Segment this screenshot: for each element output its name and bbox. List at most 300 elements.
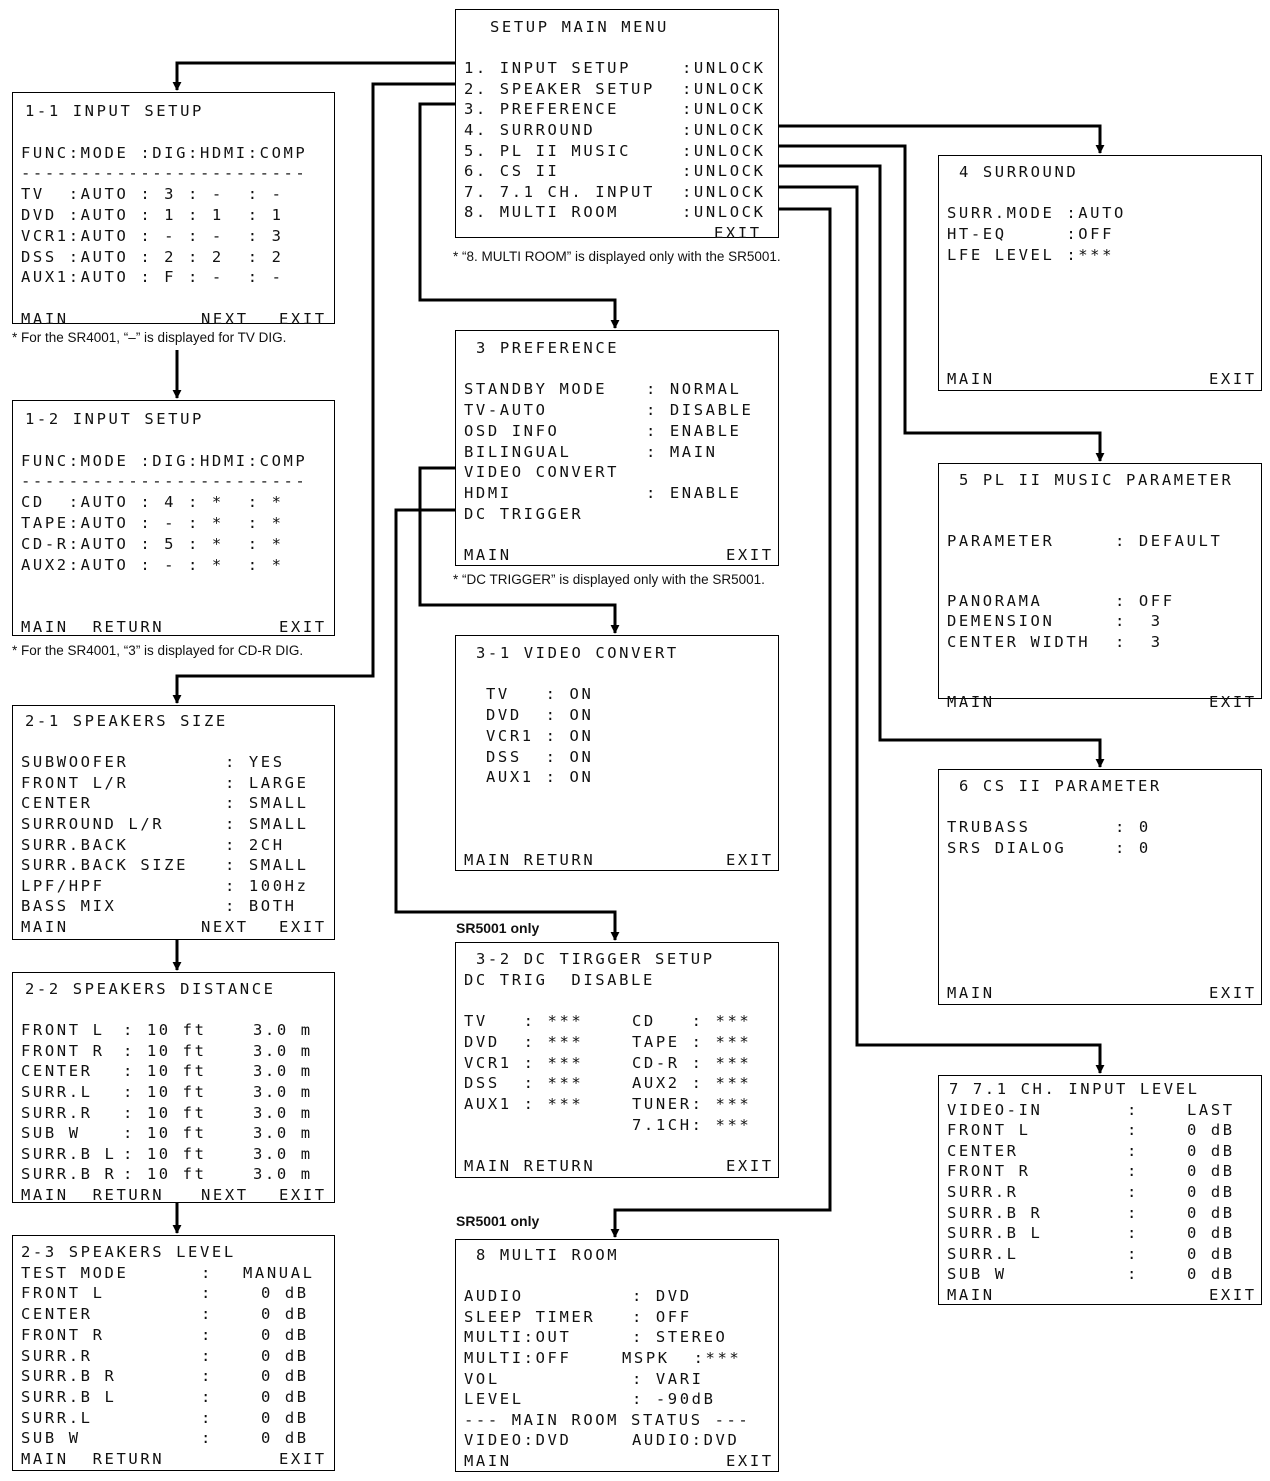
- menu-line-text: 3.0 m: [253, 1041, 313, 1060]
- menu-line-text: : 10 ft: [123, 1144, 207, 1163]
- 71-ch-input-level-screen: [938, 1075, 1262, 1305]
- menu-line-text: 3 PREFERENCE: [476, 339, 620, 357]
- menu-line: [939, 286, 1261, 306]
- menu-line-text: MAIN: [947, 984, 995, 1002]
- menu-line-text: CENTER WIDTH: [947, 632, 1091, 651]
- menu-line-text: :: [1127, 1203, 1139, 1222]
- menu-line: [456, 664, 778, 684]
- menu-line-text: BASS MIX: [21, 897, 117, 916]
- menu-line-text: OSD INFO: [464, 421, 560, 440]
- menu-line-text: SUB W: [947, 1265, 1007, 1284]
- menu-line: [939, 224, 1261, 244]
- menu-line-text: TV : ***: [464, 1012, 584, 1031]
- menu-line-text: LAST: [1187, 1100, 1235, 1119]
- menu-line-text: SURR.L: [21, 1408, 93, 1427]
- menu-line-text: : DEFAULT: [1115, 531, 1223, 550]
- menu-line-text: ------------------------: [21, 472, 308, 491]
- menu-line: [13, 122, 334, 142]
- menu-line: [939, 1182, 1261, 1202]
- menu-line-text: : OFF: [1115, 592, 1175, 611]
- menu-line: [939, 307, 1261, 327]
- menu-line: [456, 359, 778, 379]
- menu-line-text: 3.0 m: [253, 1144, 313, 1163]
- note-multi-room: * “8. MULTI ROOM” is displayed only with the SR5001.: [453, 249, 781, 264]
- menu-line-text: 0 dB: [1187, 1224, 1235, 1243]
- menu-line: [456, 1307, 778, 1327]
- menu-line: [456, 400, 778, 420]
- menu-line: [456, 747, 778, 767]
- menu-line: [939, 692, 1261, 712]
- menu-line: [13, 732, 334, 752]
- menu-line-text: DEMENSION: [947, 612, 1055, 631]
- menu-line-text: MAIN: [464, 546, 512, 564]
- menu-line-text: EXIT: [1209, 693, 1257, 712]
- menu-line-text: EXIT: [726, 1157, 774, 1175]
- menu-line: [939, 1079, 1261, 1099]
- menu-line-text: SURR.R: [21, 1346, 93, 1365]
- menu-line-text: DSS : ***: [464, 1074, 584, 1093]
- menu-line-text: : SMALL: [225, 856, 309, 875]
- menu-line-text: TRUBASS: [947, 818, 1031, 837]
- menu-line: [456, 705, 778, 725]
- menu-line-text: FUNC:MODE :DIG:HDMI:COMP: [21, 143, 308, 162]
- menu-line: [939, 183, 1261, 203]
- menu-line: [13, 1304, 334, 1324]
- menu-line-text: EXIT: [726, 1452, 774, 1470]
- menu-line-text: MAIN RETURN: [21, 618, 165, 636]
- menu-line: [939, 632, 1261, 652]
- menu-line: [13, 917, 334, 937]
- menu-line-text: :UNLOCK: [682, 203, 766, 222]
- menu-line-text: FRONT R: [21, 1325, 105, 1344]
- speakers-level-screen: [12, 1235, 335, 1471]
- menu-line: [13, 1041, 334, 1061]
- menu-line-text: DC TRIGGER: [464, 504, 584, 523]
- menu-line-text: 0 dB: [261, 1408, 309, 1427]
- menu-line: [456, 504, 778, 524]
- menu-line-text: 5. PL II MUSIC: [464, 141, 632, 160]
- menu-line-text: : 10 ft: [123, 1083, 207, 1101]
- menu-line-text: :: [1127, 1100, 1139, 1119]
- menu-line: [13, 1449, 334, 1469]
- menu-line-text: CENTER: [21, 794, 93, 813]
- menu-line-text: AUX1 : ON: [486, 768, 594, 787]
- menu-line-text: 2-1 SPEAKERS SIZE: [25, 712, 228, 730]
- menu-line-text: BILINGUAL: [464, 442, 572, 461]
- multi-room-screen: [455, 1239, 779, 1472]
- menu-line: [456, 99, 778, 119]
- menu-line: [939, 962, 1261, 982]
- menu-line-text: :: [201, 1305, 213, 1324]
- menu-line-text: 0 dB: [261, 1387, 309, 1406]
- menu-line-text: :: [201, 1367, 213, 1386]
- menu-line-text: AUDIO: [464, 1287, 524, 1306]
- menu-line-text: : 10 ft: [123, 1103, 207, 1122]
- menu-line-text: 3.0 m: [253, 1165, 313, 1184]
- menu-line-text: 2-3 SPEAKERS LEVEL: [21, 1243, 236, 1261]
- menu-line-text: SLEEP TIMER: [464, 1307, 596, 1326]
- menu-line: [13, 534, 334, 554]
- menu-line-text: MAIN: [21, 310, 69, 328]
- menu-line: [456, 1032, 778, 1052]
- menu-line: [13, 555, 334, 575]
- menu-line-text: :: [1127, 1162, 1139, 1181]
- menu-line-text: : 10 ft: [123, 1124, 207, 1143]
- menu-line-text: : 10 ft: [123, 1165, 207, 1184]
- menu-line: [456, 79, 778, 99]
- menu-line: [13, 1020, 334, 1040]
- menu-line-text: 7. 7.1 CH. INPUT: [464, 182, 655, 201]
- menu-line-text: FUNC:MODE :DIG:HDMI:COMP: [21, 451, 308, 470]
- menu-line-text: LEVEL: [464, 1390, 524, 1409]
- menu-line-text: : 3: [1115, 632, 1163, 651]
- menu-line: [939, 470, 1261, 490]
- menu-line-text: PANORAMA: [947, 592, 1043, 611]
- cs2-parameter-screen: [938, 769, 1262, 1005]
- menu-line-text: TV-AUTO: [464, 401, 548, 420]
- menu-line-text: EXIT: [1209, 370, 1257, 388]
- menu-line-text: 8 MULTI ROOM: [476, 1246, 620, 1264]
- menu-line: [939, 571, 1261, 591]
- menu-line: [13, 1103, 334, 1123]
- menu-line: [13, 163, 334, 183]
- menu-line-text: FRONT L: [21, 1284, 105, 1303]
- menu-line: [13, 596, 334, 616]
- menu-line-text: VCR1:AUTO : - : - : 3: [21, 226, 284, 245]
- menu-line-text: MULTI:OUT: [464, 1328, 572, 1347]
- menu-line-text: FRONT L: [21, 1021, 105, 1040]
- menu-line: [13, 226, 334, 246]
- menu-line: [13, 752, 334, 772]
- menu-line-text: 6. CS II: [464, 162, 560, 181]
- menu-line-text: EXIT: [1209, 1286, 1257, 1304]
- menu-line: [13, 1164, 334, 1184]
- menu-line-text: DVD :AUTO : 1 : 1 : 1: [21, 206, 284, 224]
- menu-line-text: 6 CS II PARAMETER: [959, 777, 1162, 795]
- menu-line-text: AUX2:AUTO : - : * : *: [21, 555, 284, 574]
- menu-line-text: 3.0 m: [253, 1124, 313, 1143]
- menu-line: [13, 773, 334, 793]
- menu-line-text: DVD : ON: [486, 706, 594, 725]
- menu-line-text: : MAIN: [646, 442, 718, 461]
- menu-line: [13, 814, 334, 834]
- menu-line: [456, 338, 778, 358]
- menu-line-text: : 0: [1115, 818, 1151, 837]
- menu-line: [13, 1082, 334, 1102]
- menu-line-text: MAIN RETURN: [21, 1186, 165, 1204]
- menu-line: [456, 202, 778, 222]
- menu-line-text: : 10 ft: [123, 1062, 207, 1081]
- menu-line: [456, 850, 778, 870]
- menu-line: [456, 1430, 778, 1450]
- menu-line: [939, 672, 1261, 692]
- menu-line: [13, 855, 334, 875]
- menu-line: [13, 143, 334, 163]
- menu-line-text: MSPK :***: [622, 1349, 742, 1367]
- menu-line: [456, 223, 778, 243]
- menu-line-text: EXIT: [726, 546, 774, 564]
- menu-line-text: MAIN: [21, 918, 69, 936]
- menu-line: [456, 17, 778, 37]
- menu-line: [456, 1410, 778, 1430]
- arrow-main-to-surround: [778, 126, 1100, 153]
- menu-line-text: CENTER: [21, 1305, 93, 1324]
- menu-line-text: HDMI: [464, 483, 512, 502]
- menu-line-text: FRONT R: [21, 1041, 105, 1060]
- menu-line: [939, 245, 1261, 265]
- menu-line-text: :UNLOCK: [682, 141, 766, 160]
- menu-line: [939, 591, 1261, 611]
- menu-line-text: :: [201, 1387, 213, 1406]
- menu-line: [456, 809, 778, 829]
- menu-line: [13, 1283, 334, 1303]
- menu-line-text: :: [201, 1263, 213, 1282]
- menu-line: [456, 1451, 778, 1471]
- menu-line-text: 0 dB: [261, 1367, 309, 1386]
- menu-line-text: MULTI:OFF: [464, 1349, 572, 1367]
- menu-line-text: : 0: [1115, 839, 1151, 858]
- menu-line-text: SURROUND L/R: [21, 815, 165, 833]
- menu-line: [13, 451, 334, 471]
- menu-line: [939, 348, 1261, 368]
- menu-line: [456, 58, 778, 78]
- menu-line-text: 1-1 INPUT SETUP: [25, 102, 204, 120]
- menu-line-text: NEXT: [201, 1186, 249, 1204]
- menu-line-text: VIDEO CONVERT: [464, 463, 620, 482]
- menu-line-text: EXIT: [714, 224, 762, 242]
- menu-line-text: EXIT: [726, 851, 774, 869]
- menu-line-text: 3.0 m: [253, 1062, 313, 1081]
- menu-line-text: 0 dB: [261, 1429, 309, 1448]
- menu-line: [13, 979, 334, 999]
- menu-line: [939, 776, 1261, 796]
- menu-line: [456, 545, 778, 565]
- menu-line: [13, 876, 334, 896]
- menu-line-text: AUX1 : ***: [464, 1094, 584, 1113]
- menu-line: [456, 38, 778, 58]
- menu-line: [13, 309, 334, 329]
- menu-line-text: 0 dB: [261, 1325, 309, 1344]
- menu-line: [13, 1144, 334, 1164]
- menu-line: [456, 684, 778, 704]
- menu-line-text: STANDBY MODE: [464, 380, 608, 399]
- menu-line: [939, 900, 1261, 920]
- menu-line: [13, 267, 334, 287]
- menu-line: [456, 1369, 778, 1389]
- menu-line-text: 5 PL II MUSIC PARAMETER: [959, 471, 1234, 489]
- menu-line: [939, 510, 1261, 530]
- note-dc-trigger: * “DC TRIGGER” is displayed only with the SR5001.: [453, 572, 765, 587]
- menu-line-text: MAIN RETURN: [464, 851, 596, 869]
- menu-line-text: :: [201, 1429, 213, 1448]
- menu-line-text: 8. MULTI ROOM: [464, 203, 620, 222]
- menu-line-text: : NORMAL: [646, 380, 742, 399]
- menu-line-text: :: [1127, 1244, 1139, 1263]
- menu-line: [939, 838, 1261, 858]
- preference-screen: [455, 330, 779, 566]
- menu-line: [13, 1061, 334, 1081]
- menu-line: [13, 711, 334, 731]
- menu-line-text: VIDEO-IN: [947, 1100, 1043, 1119]
- menu-line-text: SURR.BACK SIZE: [21, 856, 189, 875]
- menu-line: [13, 409, 334, 429]
- menu-line-text: HT-EQ :OFF: [947, 225, 1115, 244]
- menu-line-text: AUX2 : ***: [632, 1074, 752, 1093]
- menu-line-text: DC TRIG DISABLE: [464, 970, 655, 989]
- menu-line-text: SURR.B L: [21, 1387, 117, 1406]
- menu-line: [13, 575, 334, 595]
- menu-line-text: TUNER: ***: [632, 1094, 752, 1113]
- menu-line-text: 4. SURROUND: [464, 121, 596, 139]
- menu-line-text: SUB W: [21, 1124, 81, 1143]
- menu-line-text: 3-1 VIDEO CONVERT: [476, 644, 679, 662]
- menu-line-text: CD : ***: [632, 1012, 752, 1031]
- menu-line: [456, 141, 778, 161]
- menu-line-text: ------------------------: [21, 164, 308, 183]
- menu-line-text: MAIN RETURN: [21, 1450, 165, 1468]
- menu-line-text: MAIN: [947, 1286, 995, 1304]
- menu-line-text: : VARI: [632, 1369, 704, 1388]
- menu-line: [939, 162, 1261, 182]
- menu-line: [939, 1161, 1261, 1181]
- menu-line-text: TV :AUTO : 3 : - : -: [21, 185, 284, 204]
- menu-line-text: 0 dB: [1187, 1162, 1235, 1181]
- speakers-distance-screen: [12, 972, 335, 1203]
- menu-line: [456, 1156, 778, 1176]
- menu-line-text: SURR.R: [947, 1183, 1019, 1201]
- menu-line-text: EXIT: [1209, 984, 1257, 1002]
- menu-line-text: EXIT: [279, 618, 327, 636]
- menu-line-text: MAIN: [464, 1452, 512, 1470]
- menu-line: [456, 182, 778, 202]
- menu-line-text: VCR1 : ON: [486, 726, 594, 745]
- menu-line-text: 0 dB: [1187, 1141, 1235, 1160]
- menu-line-text: : BOTH: [225, 897, 297, 916]
- menu-line-text: : ENABLE: [646, 483, 742, 502]
- menu-line: [456, 161, 778, 181]
- menu-line: [939, 1264, 1261, 1284]
- menu-line: [13, 184, 334, 204]
- menu-line-text: 0 dB: [1187, 1183, 1235, 1201]
- menu-line: [939, 490, 1261, 510]
- menu-line: [939, 551, 1261, 571]
- menu-line-text: DVD : ***: [464, 1032, 584, 1051]
- menu-line-text: SURR.R: [21, 1103, 93, 1122]
- menu-line-text: :: [201, 1284, 213, 1303]
- menu-line: [13, 1366, 334, 1386]
- menu-line: [456, 524, 778, 544]
- menu-line-text: SURR.B L: [947, 1224, 1043, 1243]
- speakers-size-screen: [12, 705, 335, 940]
- menu-line: [456, 483, 778, 503]
- menu-line-text: SUBWOOFER: [21, 753, 129, 772]
- menu-line-text: :: [201, 1346, 213, 1365]
- menu-line-text: VOL: [464, 1369, 500, 1388]
- label-sr5001-only-multi: SR5001 only: [456, 1213, 540, 1229]
- menu-line: [456, 1286, 778, 1306]
- menu-line: [939, 266, 1261, 286]
- menu-line-text: : ENABLE: [646, 421, 742, 440]
- menu-line-text: : -90dB: [632, 1390, 716, 1409]
- menu-line-text: : YES: [225, 753, 285, 772]
- menu-line-text: LFE LEVEL :***: [947, 245, 1115, 264]
- menu-line-text: SURR.L: [947, 1244, 1019, 1263]
- menu-line-text: 3.0 m: [253, 1103, 313, 1122]
- menu-line: [13, 1325, 334, 1345]
- menu-line: [456, 643, 778, 663]
- menu-line-text: : DVD: [632, 1287, 692, 1306]
- menu-line: [13, 430, 334, 450]
- menu-line-text: :: [1127, 1141, 1139, 1160]
- menu-line: [939, 983, 1261, 1003]
- menu-line: [456, 726, 778, 746]
- menu-line: [13, 617, 334, 637]
- menu-line-text: SURR.B R: [947, 1203, 1043, 1222]
- menu-line: [13, 492, 334, 512]
- menu-line: [13, 1263, 334, 1283]
- menu-line: [13, 793, 334, 813]
- menu-line: [939, 880, 1261, 900]
- menu-line: [939, 1141, 1261, 1161]
- menu-line-text: SUB W: [21, 1429, 81, 1448]
- menu-line-text: : DISABLE: [646, 401, 754, 420]
- menu-line-text: : 2CH: [225, 835, 285, 854]
- menu-line: [456, 1266, 778, 1286]
- menu-line-text: SURR.B R: [21, 1165, 117, 1184]
- dc-trigger-setup-screen: [455, 942, 779, 1178]
- menu-line: [456, 949, 778, 969]
- menu-line: [13, 835, 334, 855]
- menu-line-text: SURR.B R: [21, 1367, 117, 1386]
- menu-line: [939, 797, 1261, 817]
- menu-line: [456, 1327, 778, 1347]
- menu-line-text: 0 dB: [1187, 1121, 1235, 1140]
- menu-line-text: DSS : ON: [486, 747, 594, 766]
- menu-line: [456, 1348, 778, 1368]
- menu-line-text: :UNLOCK: [682, 100, 766, 119]
- menu-line-text: :: [201, 1325, 213, 1344]
- menu-line-text: : SMALL: [225, 815, 309, 833]
- menu-line-text: EXIT: [279, 918, 327, 936]
- menu-line-text: 3.0 m: [253, 1021, 313, 1040]
- menu-line: [456, 120, 778, 140]
- menu-line-text: SURR.B L: [21, 1144, 117, 1163]
- menu-line-text: 2. SPEAKER SETUP: [464, 79, 655, 98]
- menu-line-text: :: [1127, 1265, 1139, 1284]
- menu-line: [456, 970, 778, 990]
- menu-line-text: 1-2 INPUT SETUP: [25, 410, 204, 428]
- menu-line-text: : 100Hz: [225, 876, 309, 895]
- menu-line-text: :UNLOCK: [682, 121, 766, 139]
- menu-line-text: TAPE:AUTO : - : * : *: [21, 514, 284, 532]
- menu-line: [456, 421, 778, 441]
- menu-line: [939, 1120, 1261, 1140]
- menu-line: [456, 767, 778, 787]
- menu-line-text: : 3: [1115, 612, 1163, 631]
- menu-line-text: :: [1127, 1121, 1139, 1140]
- menu-line-text: EXIT: [279, 1450, 327, 1468]
- menu-line: [939, 203, 1261, 223]
- menu-line-text: 3-2 DC TIRGGER SETUP: [476, 950, 715, 968]
- menu-line: [456, 1073, 778, 1093]
- menu-line-text: VCR1 : ***: [464, 1053, 584, 1072]
- menu-line: [939, 1100, 1261, 1120]
- menu-line-text: : LARGE: [225, 773, 309, 792]
- menu-line-text: MAIN: [947, 370, 995, 388]
- menu-line: [13, 1242, 334, 1262]
- menu-line: [939, 1285, 1261, 1305]
- menu-line: [13, 101, 334, 121]
